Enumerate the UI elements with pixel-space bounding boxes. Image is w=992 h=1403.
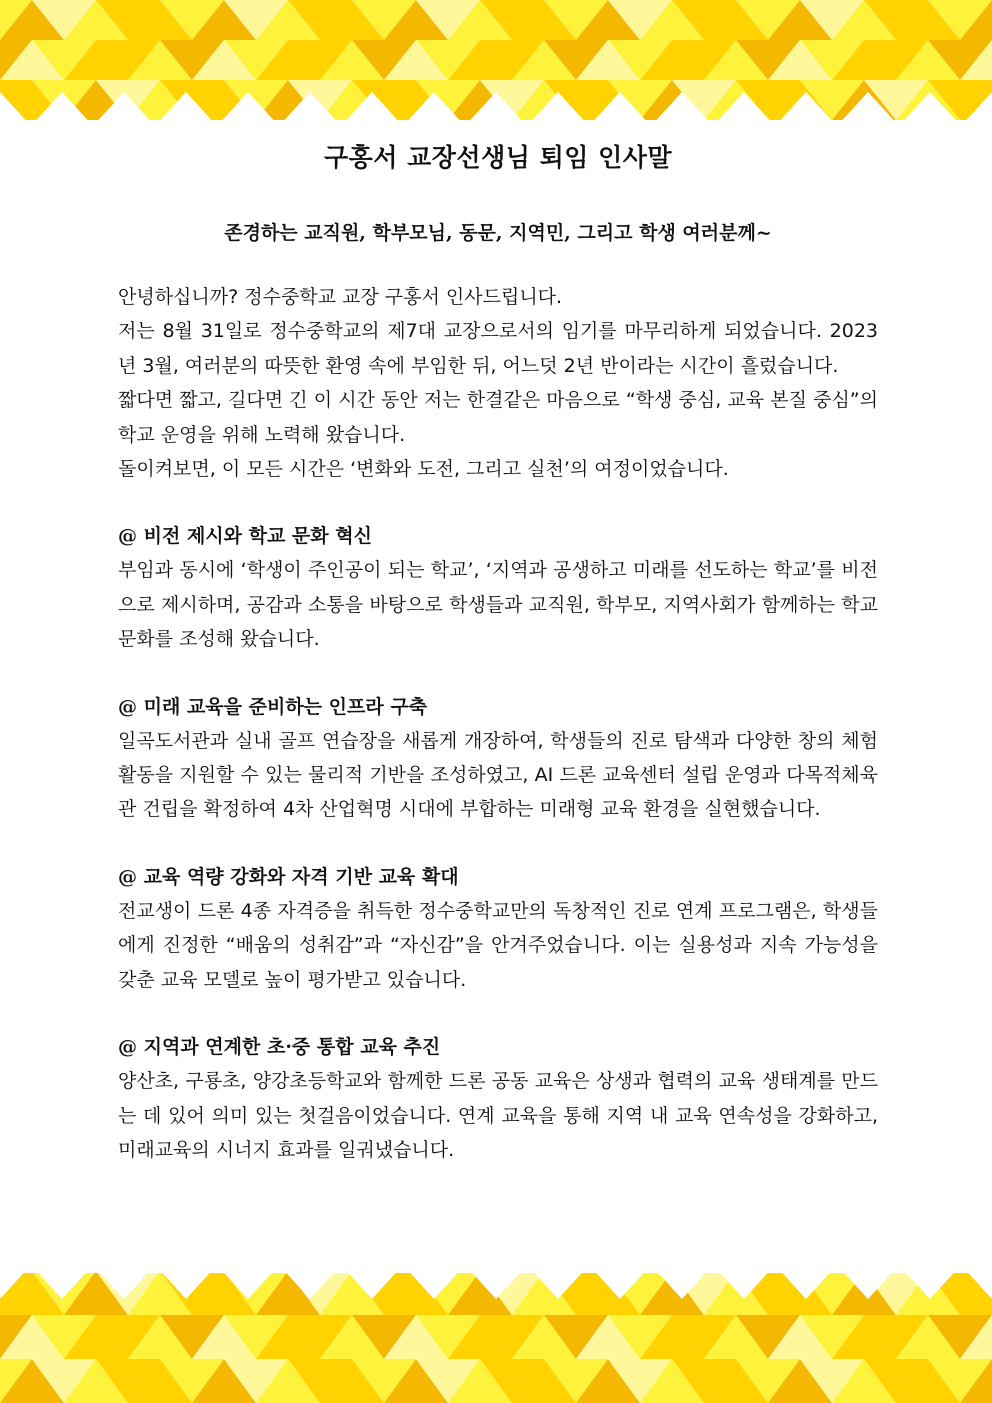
section-heading: @ 지역과 연계한 초·중 통합 교육 추진: [118, 1036, 441, 1059]
top-decorative-banner: [0, 0, 992, 120]
section-heading: @ 비전 제시와 학교 문화 혁신: [118, 525, 372, 548]
section-infrastructure: [118, 690, 878, 827]
section-body: 양산초, 구룡초, 양강초등학교와 함께한 드론 공동 교육은 상생과 협력의 교육 생태계를 만드는 데 있어 의미 있는 첫걸음이었습니다. 연계 교육을 통해 지역 내 교육 연속성을 강화하고, 미래교육의 시너지 효과를 일궈냈습니다.: [118, 1070, 878, 1161]
section-competency: [118, 860, 878, 997]
section-regional: [118, 1030, 878, 1167]
section-heading: @ 교육 역량 강화와 자격 기반 교육 확대: [118, 865, 459, 888]
intro-paragraph: 안녕하십니까? 정수중학교 교장 구홍서 인사드립니다.: [118, 286, 563, 308]
page-title: 구홍서 교장선생님 퇴임 인사말: [323, 143, 673, 172]
bottom-decorative-banner: [0, 1273, 992, 1403]
intro-paragraph: 짧다면 짧고, 길다면 긴 이 시간 동안 저는 한결같은 마음으로 “학생 중심, 교육 본질 중심”의 학교 운영을 위해 노력해 왔습니다.: [118, 389, 878, 446]
letter-content: [118, 138, 878, 1167]
section-body: 부임과 동시에 ‘학생이 주인공이 되는 학교’, ‘지역과 공생하고 미래를 선도하는 학교’를 비전으로 제시하며, 공감과 소통을 바탕으로 학생들과 교직원, 학부모, 지역사회가 함께하는 학교 문화를 조성해 왔습니다.: [118, 559, 878, 651]
intro-paragraph: 돌이켜보면, 이 모든 시간은 ‘변화와 도전, 그리고 실천’의 여정이었습니다.: [118, 458, 729, 481]
section-body: 일곡도서관과 실내 골프 연습장을 새롭게 개장하여, 학생들의 진로 탐색과 다양한 창의 체험 활동을 지원할 수 있는 물리적 기반을 조성하였고, AI 드론 교육센터 설립 운영과 다목적체육관 건립을 확정하여 4차 산업혁명 시대에 부합하는 미래형 교육 환경을 실현했습니다.: [118, 729, 878, 821]
intro-block: [118, 280, 878, 486]
section-vision: [118, 519, 878, 656]
greeting-line: 존경하는 교직원, 학부모님, 동문, 지역민, 그리고 학생 여러분께~: [224, 222, 772, 244]
intro-paragraph: 저는 8월 31일로 정수중학교의 제7대 교장으로서의 임기를 마무리하게 되었습니다. 2023년 3월, 여러분의 따뜻한 환영 속에 부임한 뒤, 어느덧 2년 반이라는 시간이 흘렀습니다.: [118, 320, 878, 377]
section-heading: @ 미래 교육을 준비하는 인프라 구축: [118, 695, 428, 718]
section-body: 전교생이 드론 4종 자격증을 취득한 정수중학교만의 독창적인 진로 연계 프로그램은, 학생들에게 진정한 “배움의 성취감”과 “자신감”을 안겨주었습니다. 이는 실용성과 지속 가능성을 갖춘 교육 모델로 높이 평가받고 있습니다.: [118, 899, 878, 991]
